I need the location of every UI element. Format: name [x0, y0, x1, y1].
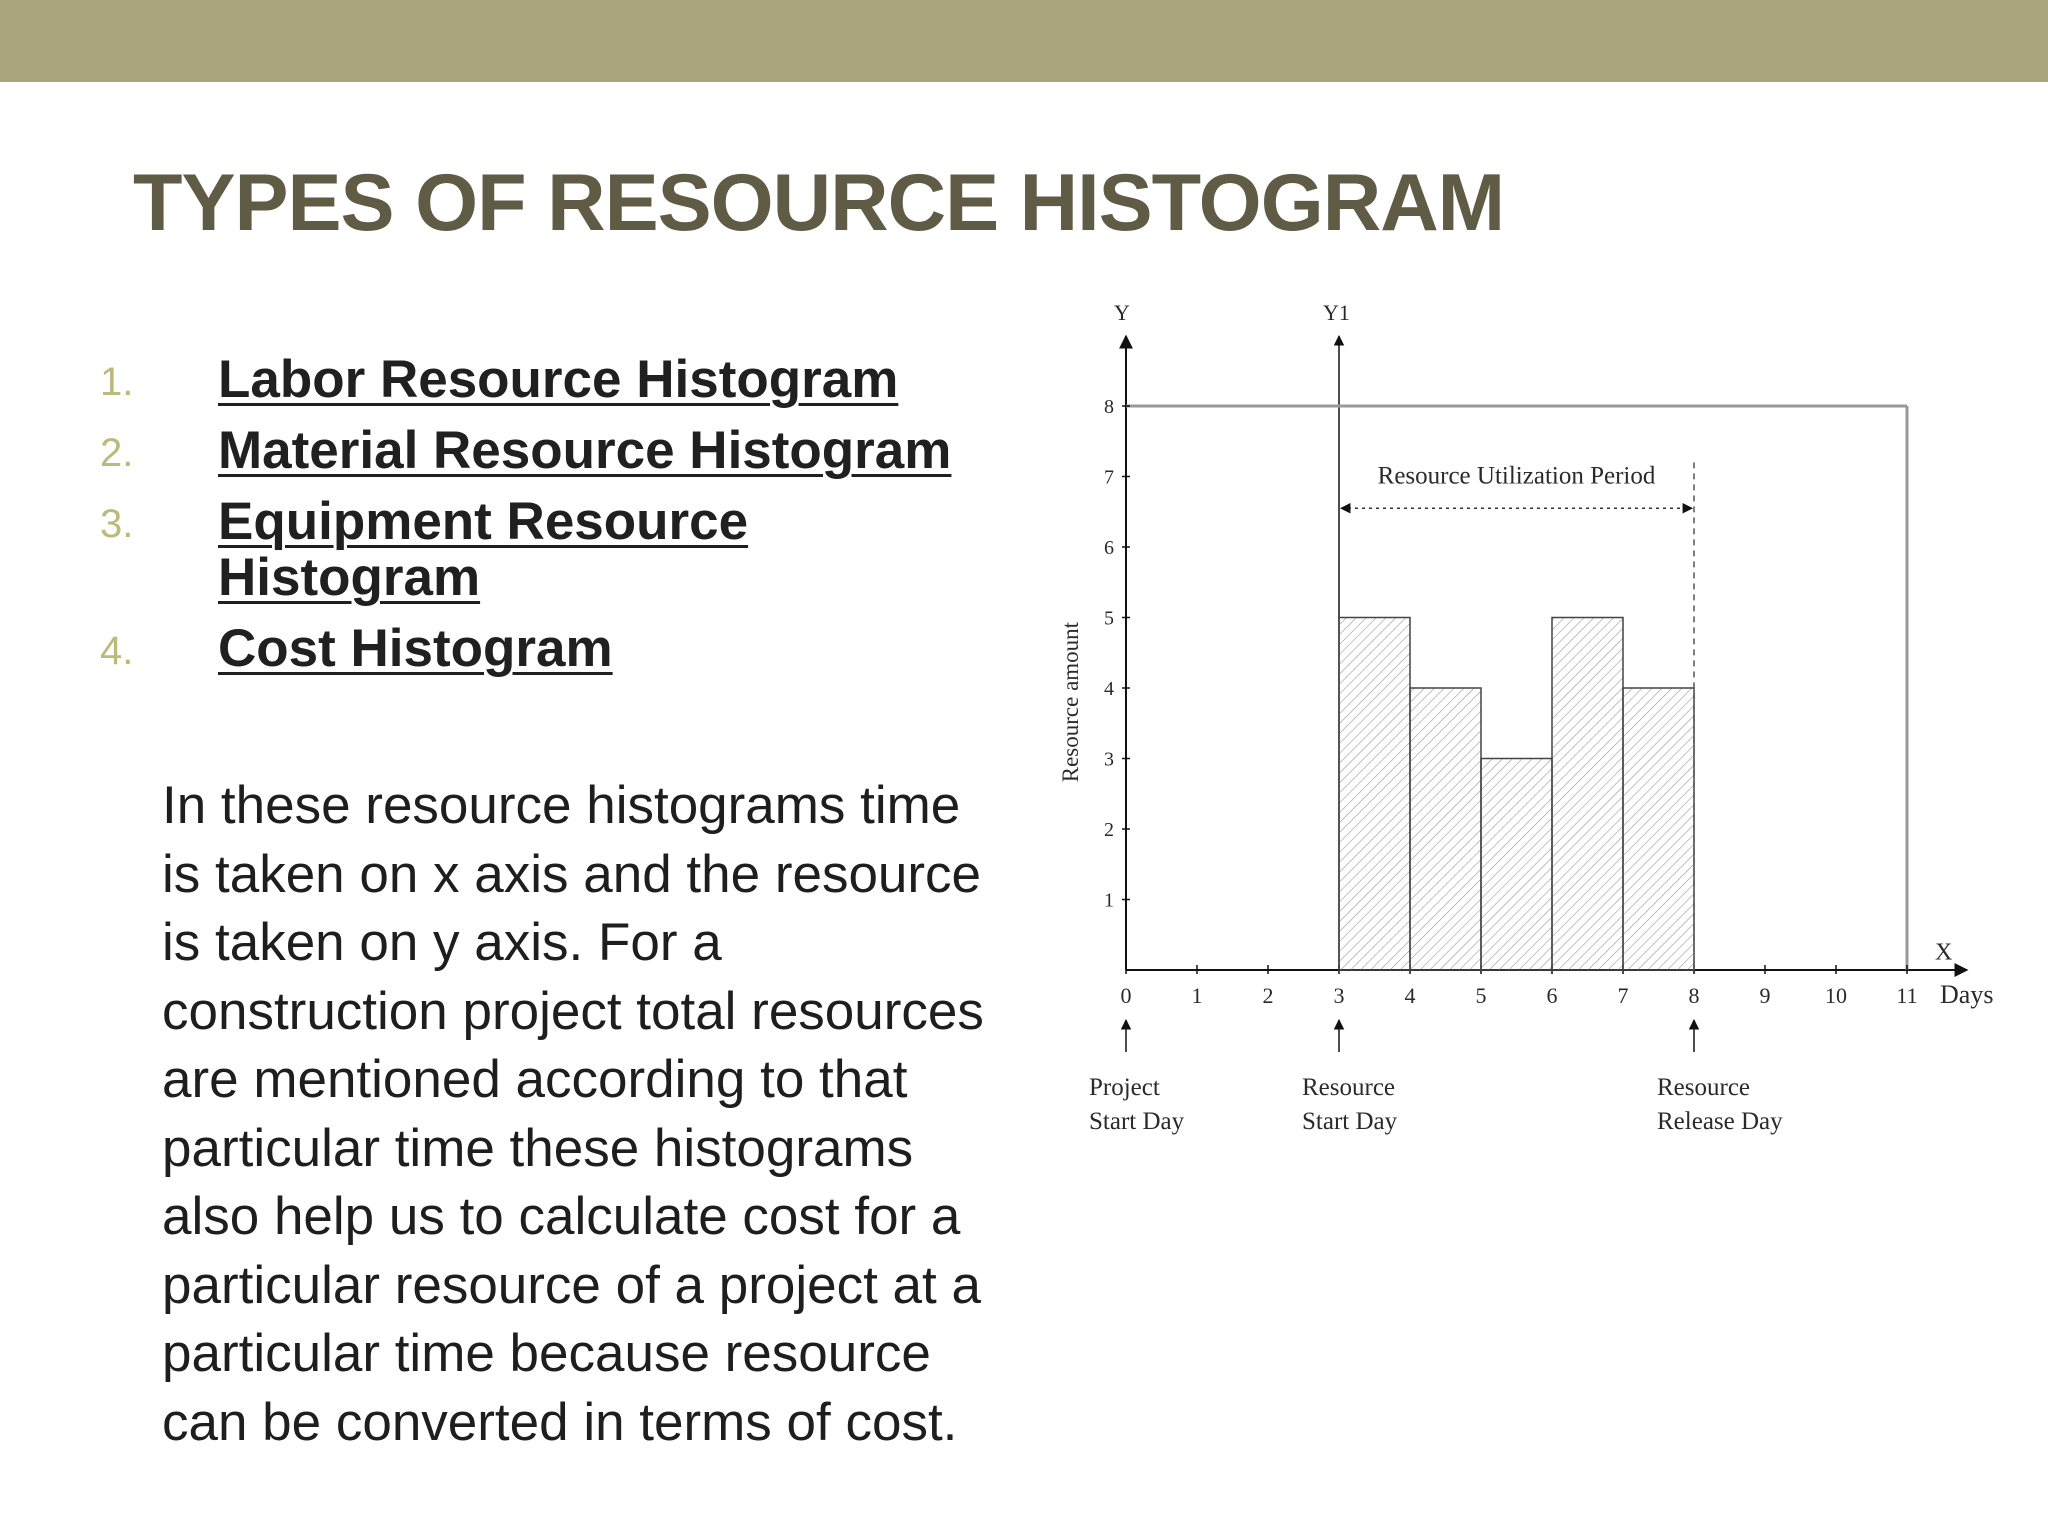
paragraph-line: is taken on y axis. For a: [162, 913, 722, 972]
y-tick-label: 4: [1104, 678, 1114, 700]
histogram-bar: [1339, 618, 1410, 971]
paragraph-line: construction project total resources: [162, 981, 984, 1041]
marker-label-line2: Start Day: [1302, 1108, 1398, 1135]
paragraph-line: are mentioned according to that: [162, 1050, 908, 1109]
list-number: 1.: [100, 360, 134, 404]
description-paragraph: [162, 772, 1042, 1452]
marker-label-line2: Release Day: [1657, 1108, 1783, 1135]
y-tick-label: 7: [1104, 466, 1114, 489]
histogram-bar: [1410, 688, 1481, 970]
histogram-types-list: [0, 0, 1050, 700]
x-unit-label: Days: [1940, 980, 1994, 1009]
y-tick-label: 8: [1104, 396, 1114, 418]
utilization-period-label: Resource Utilization Period: [1377, 462, 1656, 490]
x-tick-label: 5: [1475, 983, 1487, 1008]
x-tick-label: 11: [1896, 983, 1918, 1008]
y-tick-label: 1: [1104, 889, 1114, 912]
y1-axis-name: Y1: [1323, 300, 1350, 325]
histogram-bar: [1481, 759, 1552, 971]
x-tick-label: 9: [1759, 983, 1771, 1008]
y-tick-label: 5: [1104, 607, 1114, 630]
resource-histogram-chart: [1050, 290, 2020, 1190]
marker-label-line2: Start Day: [1089, 1108, 1185, 1135]
x-tick-label: 3: [1333, 983, 1345, 1008]
cost-histogram-link[interactable]: Cost Histogram: [218, 619, 613, 678]
paragraph-line: also help us to calculate cost for a: [162, 1187, 961, 1246]
labor-histogram-link[interactable]: Labor Resource Histogram: [218, 350, 899, 409]
x-tick-label: 8: [1688, 983, 1700, 1008]
y-axis-name: Y: [1114, 300, 1130, 325]
x-tick-label: 4: [1404, 983, 1416, 1008]
x-tick-label: 2: [1262, 983, 1274, 1008]
equipment-histogram-link[interactable]: Equipment Resource Histogram: [218, 492, 749, 607]
y-tick-label: 6: [1104, 537, 1114, 559]
x-tick-label: 1: [1191, 983, 1203, 1008]
paragraph-line: In these resource histograms time: [162, 776, 961, 835]
paragraph-line: particular time because resource: [162, 1324, 931, 1383]
paragraph-line: particular resource of a project at a: [162, 1255, 981, 1315]
paragraph-line: is taken on x axis and the resource: [162, 844, 982, 904]
x-tick-label: 7: [1617, 983, 1629, 1008]
paragraph-line: particular time these histograms: [162, 1118, 914, 1178]
list-number: 3.: [100, 502, 134, 546]
paragraph-line: can be converted in terms of cost.: [162, 1392, 958, 1452]
x-tick-label: 10: [1825, 983, 1847, 1008]
x-tick-label: 6: [1546, 983, 1558, 1008]
marker-label-line1: Resource: [1302, 1074, 1396, 1101]
list-number: 4.: [100, 629, 134, 673]
histogram-bar: [1623, 688, 1694, 970]
slide-title: TYPES OF RESOURCE HISTOGRAM: [133, 158, 1505, 248]
y-tick-label: 2: [1104, 819, 1114, 841]
x-tick-label: 0: [1120, 983, 1132, 1008]
list-number: 2.: [100, 431, 134, 475]
y-axis-label: Resource amount: [1058, 621, 1083, 783]
histogram-bar: [1552, 618, 1623, 971]
y-tick-label: 3: [1104, 748, 1114, 771]
resource-histogram-figure: [1050, 290, 2020, 1195]
marker-label-line1: Resource: [1657, 1074, 1751, 1101]
material-histogram-link[interactable]: Material Resource Histogram: [218, 421, 952, 480]
marker-label-line1: Project: [1089, 1074, 1160, 1101]
x-axis-name: X: [1935, 939, 1953, 966]
